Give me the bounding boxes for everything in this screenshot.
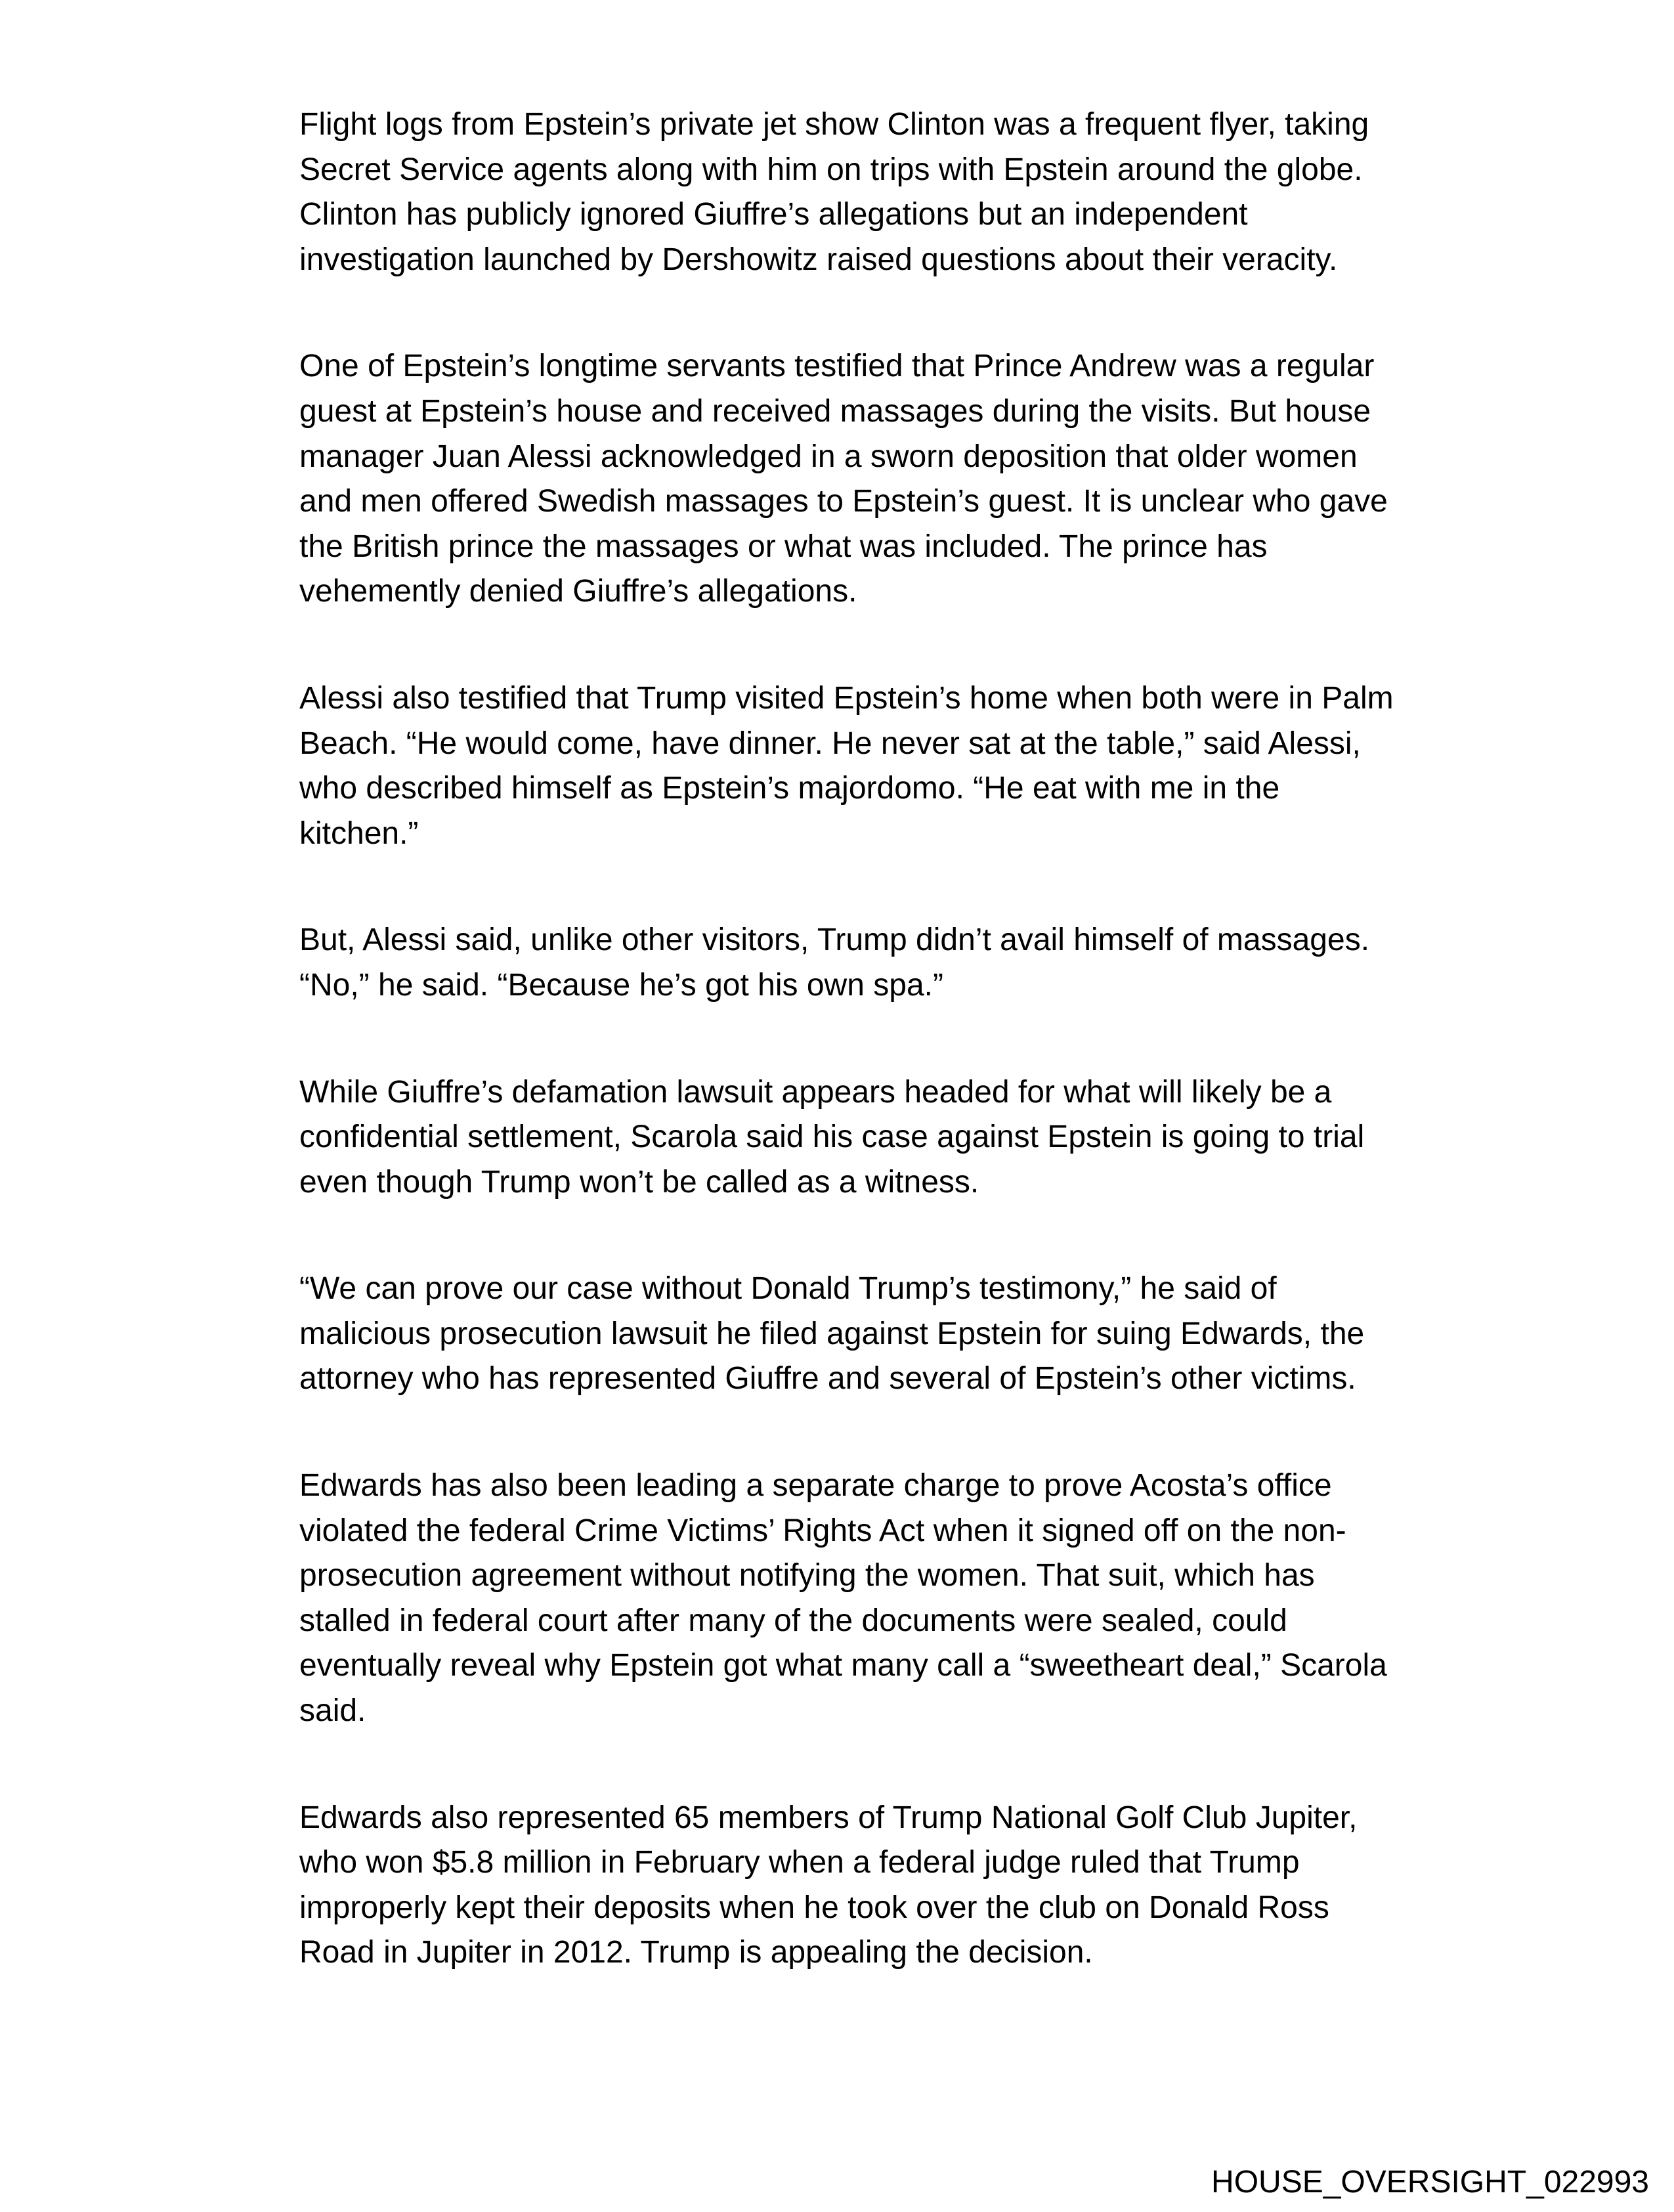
paragraph-crime-victims-act bbox=[299, 1464, 1481, 1734]
text-line: Edwards also represented 65 members of Trump National Golf Club Jupiter, bbox=[299, 1800, 1358, 1835]
text-line: “No,” he said. “Because he’s got his own spa.” bbox=[299, 967, 943, 1003]
text-line: violated the federal Crime Victims’ Rights Act when it signed off on the non- bbox=[299, 1513, 1346, 1548]
text-line: the British prince the massages or what was included. The prince has bbox=[299, 529, 1268, 564]
paragraph-scarola-quote bbox=[299, 1267, 1481, 1402]
text-line: even though Trump won’t be called as a witness. bbox=[299, 1164, 979, 1200]
text-line: said. bbox=[299, 1693, 366, 1729]
text-line: kitchen.” bbox=[299, 815, 419, 851]
paragraph-massages bbox=[299, 918, 1481, 1008]
text-line: vehemently denied Giuffre’s allegations. bbox=[299, 574, 857, 609]
text-line: confidential settlement, Scarola said his case against Epstein is going to trial bbox=[299, 1119, 1365, 1155]
paragraph-flight-logs bbox=[299, 102, 1481, 282]
text-line: But, Alessi said, unlike other visitors, Trump didn’t avail himself of massages. bbox=[299, 922, 1370, 958]
text-line: While Giuffre’s defamation lawsuit appears headed for what will likely be a bbox=[299, 1074, 1332, 1110]
text-line: Beach. “He would come, have dinner. He never sat at the table,” said Alessi, bbox=[299, 726, 1361, 761]
text-line: attorney who has represented Giuffre and several of Epstein’s other victims. bbox=[299, 1361, 1356, 1397]
text-line: Flight logs from Epstein’s private jet show Clinton was a frequent flyer, taking bbox=[299, 107, 1369, 142]
text-line: improperly kept their deposits when he took over the club on Donald Ross bbox=[299, 1890, 1329, 1925]
text-line: and men offered Swedish massages to Epstein’s guest. It is unclear who gave bbox=[299, 484, 1388, 519]
text-line: stalled in federal court after many of the documents were sealed, could bbox=[299, 1603, 1287, 1638]
bates-number-label: HOUSE_OVERSIGHT_022993 bbox=[1211, 2165, 1649, 2200]
text-line: investigation launched by Dershowitz raised questions about their veracity. bbox=[299, 242, 1338, 277]
text-line: eventually reveal why Epstein got what many call a “sweetheart deal,” Scarola bbox=[299, 1648, 1387, 1683]
text-line: guest at Epstein’s house and received massages during the visits. But house bbox=[299, 393, 1371, 429]
paragraph-prince-andrew bbox=[299, 344, 1481, 615]
text-line: Road in Jupiter in 2012. Trump is appealing the decision. bbox=[299, 1935, 1093, 1970]
article-body bbox=[299, 102, 1481, 2037]
paragraph-defamation-lawsuit bbox=[299, 1070, 1481, 1205]
text-line: Clinton has publicly ignored Giuffre’s allegations but an independent bbox=[299, 197, 1248, 232]
text-line: malicious prosecution lawsuit he filed against Epstein for suing Edwards, the bbox=[299, 1316, 1365, 1351]
text-line: Alessi also testified that Trump visited Epstein’s home when both were in Palm bbox=[299, 680, 1394, 716]
text-line: Edwards has also been leading a separate charge to prove Acosta’s office bbox=[299, 1468, 1332, 1504]
paragraph-alessi-testimony bbox=[299, 676, 1481, 856]
text-line: One of Epstein’s longtime servants testified that Prince Andrew was a regular bbox=[299, 349, 1375, 384]
text-line: manager Juan Alessi acknowledged in a sworn deposition that older women bbox=[299, 439, 1358, 474]
text-line: “We can prove our case without Donald Trump’s testimony,” he said of bbox=[299, 1271, 1277, 1307]
text-line: prosecution agreement without notifying the women. That suit, which has bbox=[299, 1558, 1315, 1594]
text-line: who won $5.8 million in February when a federal judge ruled that Trump bbox=[299, 1845, 1300, 1880]
text-line: Secret Service agents along with him on trips with Epstein around the globe. bbox=[299, 152, 1363, 187]
paragraph-golf-club bbox=[299, 1796, 1481, 1976]
text-line: who described himself as Epstein’s majordomo. “He eat with me in the bbox=[299, 771, 1280, 806]
